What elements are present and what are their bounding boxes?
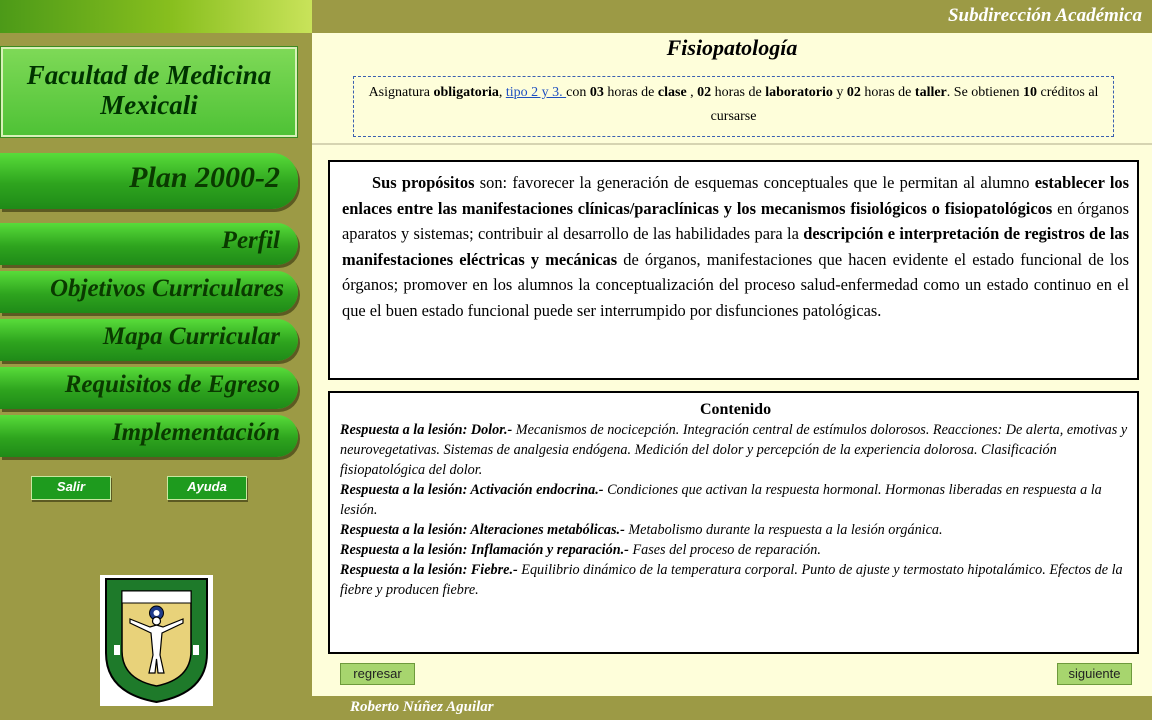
- content-item-title: Respuesta a la lesión: Inflamación y reparación.-: [340, 542, 629, 558]
- siguiente-button[interactable]: siguiente: [1057, 663, 1132, 685]
- desc-bold: 03: [589, 85, 604, 100]
- desc-text: horas de: [711, 85, 766, 100]
- content-item-text: Fases del proceso de reparación.: [628, 542, 821, 558]
- desc-text: ,: [686, 85, 698, 100]
- desc-bold: obligatoria: [433, 85, 499, 100]
- purposes-text: son: favorecer la generación de esquemas conceptuales que le permitan al alumno: [474, 173, 1035, 192]
- divider: [312, 143, 1152, 145]
- nav-plan-label: Plan 2000-2: [129, 161, 280, 194]
- regresar-button[interactable]: regresar: [340, 663, 415, 685]
- subdireccion-label: Subdirección Académica: [947, 5, 1142, 26]
- ayuda-button[interactable]: Ayuda: [167, 476, 247, 500]
- desc-text: Asignatura: [368, 85, 434, 100]
- content-item-title: Respuesta a la lesión: Activación endocrina.-: [340, 482, 604, 498]
- content-item: [340, 560, 1131, 600]
- desc-text: créditos al cursarse: [710, 85, 1099, 124]
- nav-mapa-label: Mapa Curricular: [102, 323, 280, 350]
- desc-bold: taller: [914, 85, 947, 100]
- main-content: [312, 33, 1152, 696]
- content-item-title: Respuesta a la lesión: Dolor.-: [340, 422, 513, 438]
- content-item-text: Equilibrio dinámico de la temperatura corporal. Punto de ajuste y termostato hipotalámico. Efectos de la fiebre y producen fiebre.: [340, 562, 1123, 598]
- content-item: [340, 520, 1131, 540]
- content-item-text: Condiciones que activan la respuesta hormonal. Hormonas liberadas en respuesta a la lesión.: [340, 482, 1102, 518]
- purposes-box: [328, 160, 1139, 380]
- content-item-text: Metabolismo durante la respuesta a la lesión orgánica.: [624, 522, 943, 538]
- desc-bold: 10: [1023, 85, 1037, 100]
- top-bar-gradient: [0, 0, 312, 33]
- content-item: [340, 480, 1131, 520]
- nav-requisitos-label: Requisitos de Egreso: [64, 371, 280, 398]
- desc-text: con: [566, 85, 590, 100]
- nav-objetivos-label: Objetivos Curriculares: [49, 275, 284, 302]
- content-item: [340, 420, 1131, 480]
- purposes-bold: Sus propósitos: [372, 173, 475, 192]
- purposes-bold: establecer los enlaces entre las manifestaciones clínicas/paraclínicas y los mecanismos fisiológicos o fisiopatológicos: [342, 173, 1129, 218]
- top-bar: [0, 0, 1152, 33]
- seal-icon: [100, 575, 213, 706]
- content-box: [328, 391, 1139, 654]
- desc-bold: 02: [846, 85, 861, 100]
- university-seal-logo: [100, 575, 213, 706]
- content-heading: Contenido: [699, 401, 772, 418]
- nav-plan-button[interactable]: [0, 153, 298, 209]
- salir-button[interactable]: Salir: [31, 476, 111, 500]
- sidebar: [0, 33, 312, 720]
- purposes-bold: descripción e interpretación de registros de las manifestaciones eléctricas y mecánicas: [342, 224, 1129, 269]
- nav-implementacion-label: Implementación: [111, 419, 280, 446]
- desc-text: ,: [498, 85, 506, 100]
- nav-objetivos-button[interactable]: [0, 271, 298, 313]
- content-item-title: Respuesta a la lesión: Fiebre.-: [340, 562, 518, 578]
- desc-text: . Se obtienen: [946, 85, 1023, 100]
- purposes-text: en órganos aparatos y sistemas; contribuir al desarrollo de las habilidades para la: [342, 198, 1129, 244]
- purposes-text: de órganos, manifestaciones que hacen evidente el estado funcional de los órganos; promover en los alumnos la conceptualización del proceso salud-enfermedad como un estado continuo en el que el buen estado funcional puede ser interrumpido por disfunciones patológicas.: [342, 249, 1129, 320]
- content-item: [340, 540, 1131, 560]
- nav-mapa-button[interactable]: [0, 319, 298, 361]
- page-title: Fisiopatología: [666, 35, 798, 60]
- nav-implementacion-button[interactable]: [0, 415, 298, 457]
- faculty-name-line2: Mexicali: [100, 90, 198, 120]
- bottom-bar: [312, 696, 1152, 720]
- content-item-text: Mecanismos de nocicepción. Integración central de estímulos dolorosos. Reacciones: De alerta, emotivas y neurovegetativas. Sistemas de analgesia endógena. Medición del dolor y percepción de la experiencia dolorosa. Clasificación fisiopatológica del dolor.: [340, 422, 1128, 478]
- desc-bold: 02: [697, 85, 712, 100]
- desc-bold: clase: [657, 85, 687, 100]
- content-item-title: Respuesta a la lesión: Alteraciones metabólicas.-: [340, 522, 625, 538]
- desc-text: horas de: [860, 85, 915, 100]
- nav-requisitos-button[interactable]: [0, 367, 298, 409]
- desc-bold: laboratorio: [765, 85, 833, 100]
- nav-perfil-label: Perfil: [221, 227, 280, 254]
- faculty-name-line1: Facultad de Medicina: [26, 60, 272, 90]
- course-description: [353, 76, 1114, 137]
- faculty-logo-box[interactable]: [1, 47, 297, 137]
- author-label: Roberto Núñez Aguilar: [350, 699, 494, 715]
- content-list: [340, 420, 1131, 600]
- tipo-link[interactable]: tipo 2 y 3.: [505, 85, 567, 100]
- desc-text: horas de: [603, 85, 658, 100]
- desc-text: y: [832, 85, 847, 100]
- nav-perfil-button[interactable]: [0, 223, 298, 265]
